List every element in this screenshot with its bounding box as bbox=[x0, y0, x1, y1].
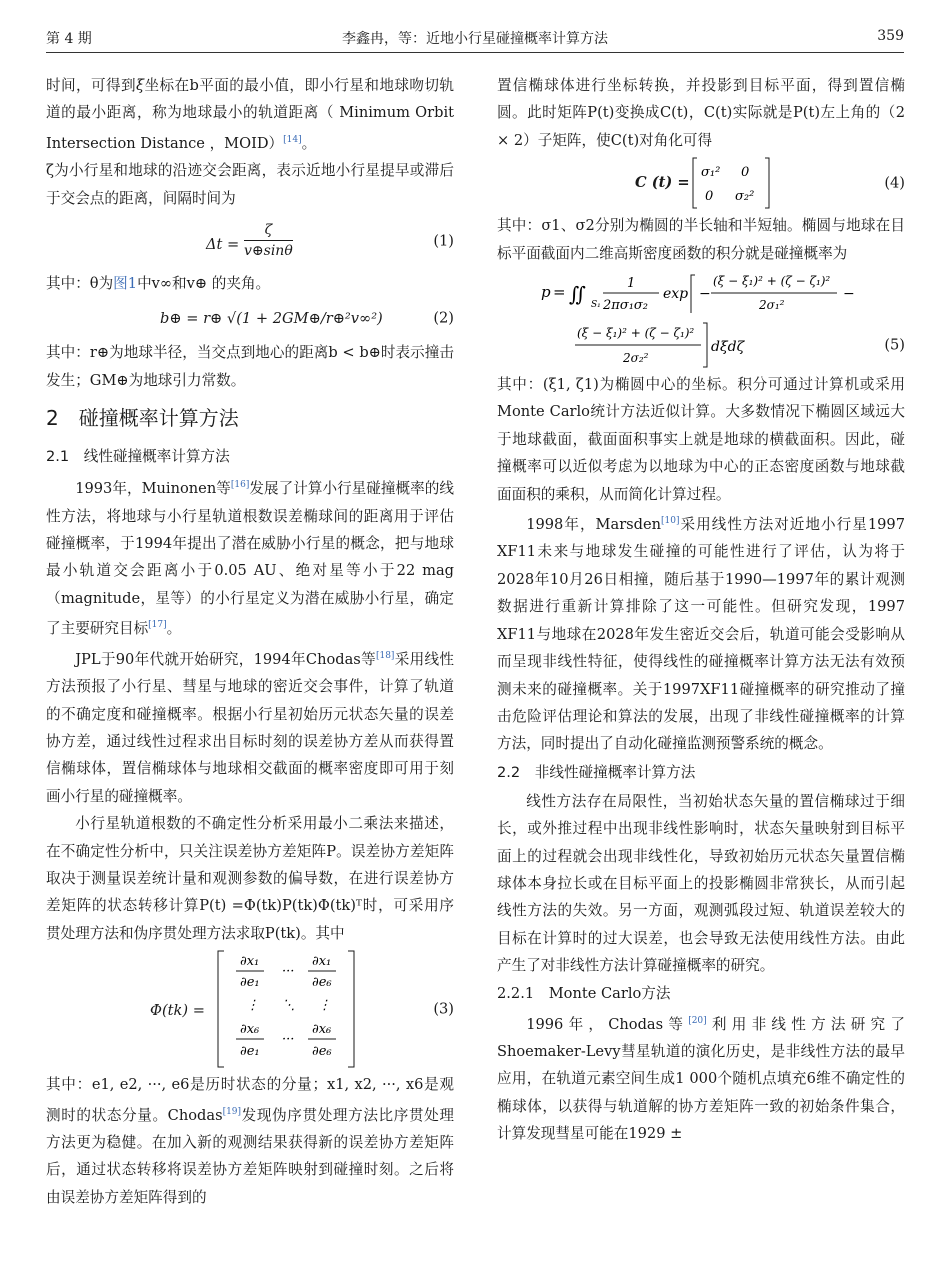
svg-text:∂x₆: ∂x₆ bbox=[312, 1022, 332, 1038]
collision-probability-integral bbox=[541, 267, 871, 371]
citation-link[interactable]: [19] bbox=[222, 1106, 242, 1117]
equation-number: (2) bbox=[433, 309, 454, 327]
citation-link[interactable]: [14] bbox=[283, 134, 302, 145]
svg-text:exp: exp bbox=[663, 286, 689, 303]
svg-text:∬: ∬ bbox=[569, 282, 587, 307]
covariance-matrix bbox=[691, 156, 771, 210]
subsection-heading: 2.2 非线性碰撞概率计算方法 bbox=[497, 763, 696, 781]
citation-link[interactable]: [10] bbox=[661, 516, 680, 527]
svg-text:⋮: ⋮ bbox=[318, 998, 331, 1014]
right-column bbox=[497, 72, 905, 1148]
svg-text:∂e₁: ∂e₁ bbox=[240, 1044, 260, 1060]
svg-text:∂x₁: ∂x₁ bbox=[240, 954, 260, 970]
equation-4: C (t) = σ₁² 0 0 σ₂² (4) bbox=[497, 154, 905, 212]
equation-number: (3) bbox=[433, 1000, 454, 1018]
svg-text:∂e₆: ∂e₆ bbox=[312, 975, 332, 991]
svg-text:=: = bbox=[553, 283, 566, 302]
paragraph: 1998年，Marsden[10]采用线性方法对近地小行星1997 XF11未来与地球发生碰撞的可能性进行了评估，认为将于2028年10月26日相撞，随后基于1990—1997年的累计观测数据进行重新计算排除了这一可能性。但研究发现，1997 XF11与地球在2028年发生密近交会后，轨道可能会受影响从而呈现非线性特征，使得线性的碰撞概率计算方法无法有效预测未来的碰撞概率。关于1997XF11碰撞概率的研究推动了撞击危险评估理论和算法的发展，出现了非线性碰撞概率的计算方法，同时提出了自动化碰撞监测预警系统的概念。 bbox=[497, 516, 905, 753]
svg-text:p: p bbox=[541, 283, 551, 302]
paragraph: 置信椭球体进行坐标转换，并投影到目标平面，得到置信椭圆。此时矩阵P(t)变换成C(t)，C(t)实际就是P(t)左上角的（2 × 2）子矩阵，使C(t)对角化可得 bbox=[497, 77, 905, 149]
citation-link[interactable]: [20] bbox=[688, 1015, 707, 1026]
paragraph: 其中：θ为图1中v∞和v⊕ 的夹角。 bbox=[46, 275, 271, 293]
svg-text:∂e₁: ∂e₁ bbox=[240, 975, 260, 991]
equation-5 bbox=[497, 267, 905, 371]
svg-text:2σ₂²: 2σ₂² bbox=[623, 351, 649, 366]
figure-link[interactable]: 图1 bbox=[113, 275, 138, 293]
paragraph: 其中：r⊕为地球半径，当交点到地心的距离b < b⊕时表示撞击发生；GM⊕为地球引力常数。 bbox=[46, 344, 454, 389]
svg-text:1: 1 bbox=[627, 276, 636, 292]
jacobian-matrix bbox=[216, 947, 356, 1071]
left-column bbox=[46, 72, 454, 1211]
issue-number: 第 4 期 bbox=[46, 31, 92, 47]
svg-text:∂x₆: ∂x₆ bbox=[240, 1022, 260, 1038]
svg-text:0: 0 bbox=[741, 165, 750, 181]
svg-text:∂e₆: ∂e₆ bbox=[312, 1044, 332, 1060]
subsubsection-heading: 2.2.1 Monte Carlo方法 bbox=[497, 984, 671, 1002]
svg-text:(ξ − ξ₁)² + (ζ − ζ₁)²: (ξ − ξ₁)² + (ζ − ζ₁)² bbox=[577, 326, 695, 341]
svg-text:σ₂²: σ₂² bbox=[735, 189, 755, 205]
running-header bbox=[46, 24, 904, 50]
paragraph: ζ为小行星和地球的沿迹交会距离，表示近地小行星提早或滞后于交会点的距离，间隔时间为 bbox=[46, 162, 454, 207]
svg-text:−: − bbox=[699, 286, 711, 303]
svg-text:···: ··· bbox=[282, 1032, 295, 1048]
paragraph: 小行星轨道根数的不确定性分析采用最小二乘法来描述，在不确定性分析中，只关注误差协方差矩阵P。误差协方差矩阵取决于测量误差统计量和观测参数的偏导数，在进行误差协方差矩阵的状态转移计算P(t) =Φ(tk)P(tk)Φ(tk)ᵀ时，可采用序贯处理方法和伪序贯处理方法求取P(tk)。其中 bbox=[46, 815, 454, 942]
subsection-heading: 2.1 线性碰撞概率计算方法 bbox=[46, 448, 230, 466]
paragraph: 1996年，Chodas等[20]利用非线性方法研究了Shoemaker-Levy彗星轨道的演化历史，是非线性方法的最早应用，在轨道元素空间生成1 000个随机点填充6维不确定性的椭球体，以获得与轨道解的协方差矩阵一致的初始条件集合，计算发现彗星可能在1929 ± bbox=[497, 1015, 905, 1143]
citation-link[interactable]: [17] bbox=[148, 620, 167, 631]
equation-number: (1) bbox=[433, 232, 454, 250]
svg-text:···: ··· bbox=[282, 964, 295, 980]
citation-link[interactable]: [16] bbox=[230, 480, 250, 491]
equation-2: b⊕ = r⊕ √(1 + 2GM⊕/r⊕²v∞²) (2) bbox=[46, 297, 454, 339]
equation-3: Φ(tk) = ∂x₁ ∂e₁ ··· ∂x₁ ∂e₆ ⋮ ⋱ ⋮ ∂x₆ ∂e₁ ··· ∂x₆ ∂e₆ (3) bbox=[46, 947, 454, 1071]
equation-number: (4) bbox=[884, 174, 905, 192]
svg-text:−: − bbox=[843, 286, 855, 303]
section-heading: 2 碰撞概率计算方法 bbox=[46, 406, 239, 431]
paragraph: 1993年，Muinonen等[16]发展了计算小行星碰撞概率的线性方法，将地球与小行星轨道根数误差椭球间的距离用于评估碰撞概率，于1994年提出了潜在威胁小行星的概念，把与地球最小轨道交会距离小于0.05 AU、绝对星等小于22 mag（magnitude，星等）的小行星定义为潜在威胁小行星，确定了主要研究目标[17]。 bbox=[46, 480, 454, 638]
paragraph: 其中：(ξ1, ζ1)为椭圆中心的坐标。积分可通过计算机或采用Monte Carlo统计方法近似计算。大多数情况下椭圆区域远大于地球截面，截面面积事实上就是地球的横截面积。因此，碰撞概率可以近似考虑为以地球为中心的正态密度函数与地球截面面积的乘积，从而简化计算过程。 bbox=[497, 376, 905, 503]
header-rule bbox=[46, 52, 904, 53]
svg-text:0: 0 bbox=[705, 189, 714, 205]
citation-link[interactable]: [18] bbox=[375, 650, 395, 661]
paragraph: 线性方法存在局限性，当初始状态矢量的置信椭球过于细长，或外推过程中出现非线性影响时，状态矢量映射到目标平面上的过程就会出现非线性化，导致初始历元状态矢量置信椭球体本身拉长或在目标平面上的投影椭圆非常狭长，从而引起线性方法的失效。另一方面，观测弧段过短、轨道误差较大的目标在计算时的过大误差，也会导致无法使用线性方法。由此产生了对非线性方法计算碰撞概率的研究。 bbox=[497, 792, 905, 975]
page-number: 359 bbox=[877, 28, 904, 44]
running-title: 李鑫冉，等：近地小行星碰撞概率计算方法 bbox=[342, 31, 608, 47]
svg-text:∂x₁: ∂x₁ bbox=[312, 954, 332, 970]
equation-1: Δt = $\frac{\zeta}{v\oplus\sin\theta}$ (1) bbox=[206, 222, 454, 260]
svg-text:σ₁²: σ₁² bbox=[701, 165, 721, 181]
svg-text:dξdζ: dξdζ bbox=[711, 339, 745, 356]
svg-text:(ξ − ξ₁)² + (ζ − ζ₁)²: (ξ − ξ₁)² + (ζ − ζ₁)² bbox=[713, 274, 831, 289]
svg-text:⋱: ⋱ bbox=[282, 998, 295, 1014]
svg-text:2σ₁²: 2σ₁² bbox=[759, 298, 785, 313]
paragraph: 时间，可得到ξ坐标在b平面的最小值，即小行星和地球吻切轨道的最小距离，称为地球最小的轨道距离（ Minimum Orbit Intersection Distance ，MOID）[14]。 bbox=[46, 77, 454, 152]
svg-text:S₁: S₁ bbox=[591, 300, 601, 311]
paragraph: JPL于90年代就开始研究，1994年Chodas等[18]采用线性方法预报了小行星、彗星与地球的密近交会事件，计算了轨道的不确定度和碰撞概率。根据小行星初始历元状态矢量的误差协方差，通过线性过程求出目标时刻的误差协方差从而获得置信椭球体，置信椭球体与地球相交截面的概率密度即可用于刻画小行星的碰撞概率。 bbox=[46, 650, 454, 805]
svg-text:⋮: ⋮ bbox=[246, 998, 259, 1014]
paragraph: 其中：σ1、σ2分别为椭圆的半长轴和半短轴。椭圆与地球在目标平面截面内二维高斯密度函数的积分就是碰撞概率为 bbox=[497, 217, 905, 262]
paragraph: 其中：e1, e2, ···, e6是历时状态的分量；x1, x2, ···, x6是观测时的状态分量。Chodas[19]发现伪序贯处理方法比序贯处理方法更为稳健。在加入新的观测结果获得新的误差协方差矩阵后，通过状态转移将误差协方差矩阵映射到碰撞时刻。之后将由误差协方差矩阵得到的 bbox=[46, 1076, 454, 1206]
equation-number: (5) bbox=[884, 336, 905, 354]
svg-text:2πσ₁σ₂: 2πσ₁σ₂ bbox=[603, 298, 648, 314]
